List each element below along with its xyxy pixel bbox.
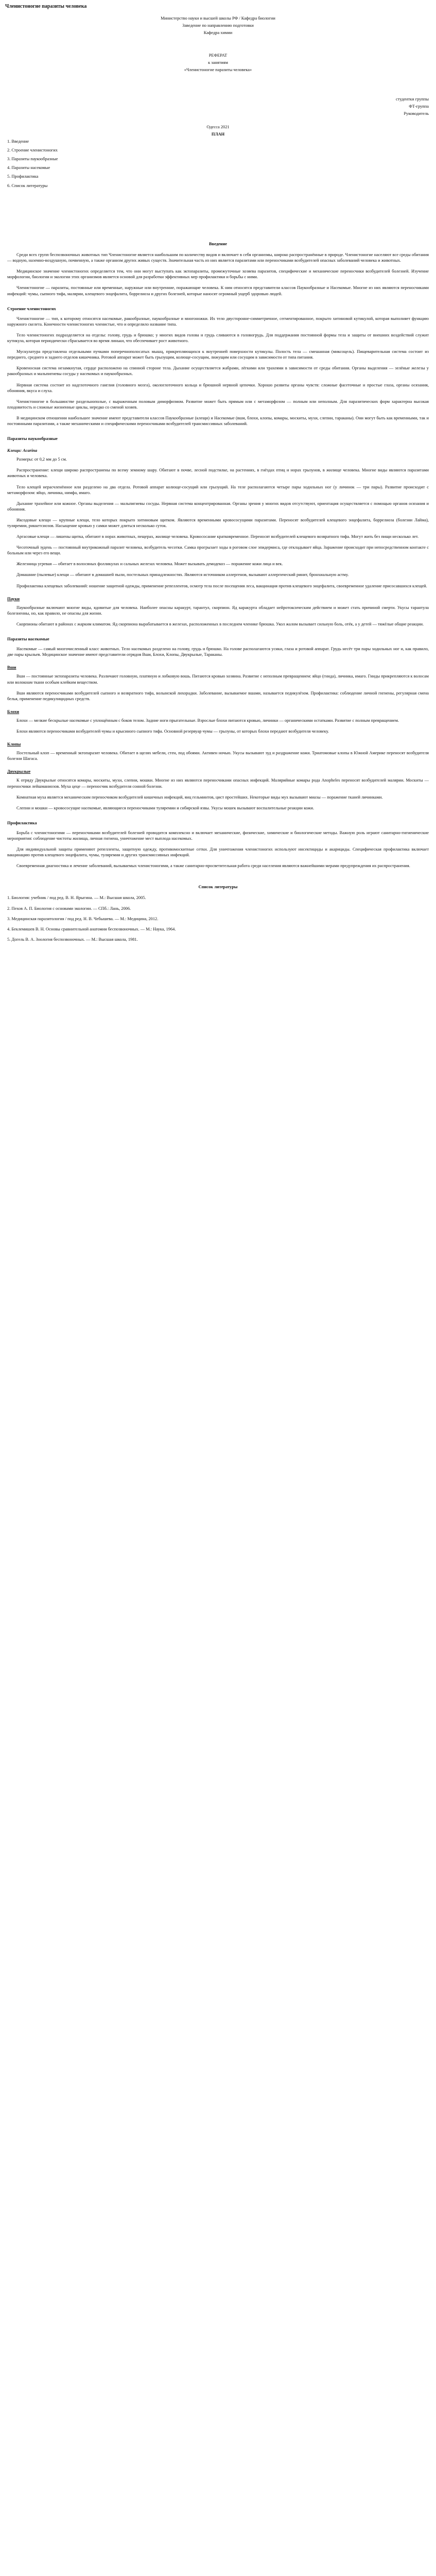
- paragraph: Блохи — мелкие бескрылые насекомые с уплощённым с боков телом. Задние ноги прыгательные. Взрослые блохи питаются кровью, личинки — органическими остатками. Развитие с полным превращением.: [16, 718, 399, 723]
- paragraph: Вши являются переносчиками возбудителей сыпного и возвратного тифа, волынской лихорадки. Заболевание, вызываемое вшами, называется педикулёзом. Профилактика: соблюдение личной гигиены, регулярная смена белья, применение педикулицидных средств.: [7, 690, 429, 701]
- paragraph: Комнатная муха является механическим переносчиком возбудителей кишечных инфекций, яиц гельминтов, цист простейших. Некоторые виды мух вызывают миазы — поражение тканей личинками.: [16, 794, 383, 800]
- paragraph: Паукообразные включают многие виды, ядовитые для человека. Наиболее опасны каракурт, тарантул, скорпион. Яд каракурта обладает нейротоксическим действием и может стать причиной смерти. Укусы тарантула болезненны, но, как правило, не опасны для жизни.: [7, 605, 429, 616]
- paragraph: Нервная система состоит из надглоточного ганглия (головного мозга), окологлоточного кольца и брюшной нервной цепочки. Хорошо развиты органы чувств: сложные фасеточные и простые глаза, органы осязания, обоняния, вкуса и слуха.: [7, 382, 429, 393]
- student-line: студентки группы: [396, 96, 429, 101]
- work-type: РЕФЕРАТ: [208, 53, 228, 58]
- reference-item: 4. Беклемишев В. Н. Основы сравнительной анатомии беспозвоночных. — М.: Наука, 1964.: [7, 926, 176, 931]
- paragraph: Вши — постоянные эктопаразиты человека. Различают головную, платяную и лобковую вошь. Питаются кровью хозяина. Развитие с неполным превращением: яйцо (гнида), личинка, имаго. Гниды прикрепляются к волосам или волокнам ткани особым клейким веществом.: [7, 674, 429, 685]
- plan-item: 2. Строение членистоногих: [7, 148, 58, 153]
- paragraph: Среди всех групп беспозвоночных животных тип Членистоногие является наибольшим по количеству видов и включает в себя организмы, широко распространённые в природе. Членистоногие населяют все среды обитания — водную, наземно-воздушную, почвенную, а также организм других живых существ. Значительная часть из них является паразитами или переносчиками возбудителей опасных заболеваний человека и животных.: [7, 252, 429, 263]
- university-line: Заведение по направлению подготовки: [182, 23, 254, 28]
- paragraph: Кровеносная система незамкнутая, сердце расположено на спинной стороне тела. Дыхание осуществляется жабрами, лёгкими или трахеями в зависимости от среды обитания. Органы выделения — зелёные железы у ракообразных и мальпигиевы сосуды у насекомых и паукообразных.: [7, 366, 429, 377]
- section-heading: Паразиты паукообразные: [7, 436, 58, 442]
- reference-item: 3. Медицинская паразитология / под ред. Н. В. Чебышева. — М.: Медицина, 2012.: [7, 916, 159, 921]
- paragraph: Медицинское значение членистоногих определяется тем, что они могут выступать как эктопаразиты, промежуточные хозяева паразитов, специфические и механические переносчики возбудителей болезней. Изучение морфологии, биологии и экологии этих организмов является основой для разработки эффективных мер профилактики и борьбы с ними.: [7, 269, 429, 280]
- city-year: Одесса 2021: [206, 124, 230, 129]
- document-body: [7, 241, 429, 947]
- reference-item: 5. Догель В. А. Зоология беспозвоночных. — М.: Высшая школа, 1981.: [7, 937, 138, 942]
- subsection-heading: Клопы: [7, 742, 21, 747]
- paragraph: Чесоточный зудень — постоянный внутрикожный паразит человека, возбудитель чесотки. Самка прогрызает ходы в роговом слое эпидермиса, где откладывает яйца. Заражение происходит при непосредственном контакте с больным или через его вещи.: [7, 545, 429, 556]
- paragraph: К отряду Двукрылые относятся комары, москиты, мухи, слепни, мошки. Многие из них являются переносчиками опасных инфекций. Малярийные комары рода Anopheles переносят возбудителей малярии. Москиты — переносчики лейшманиозов. Муха цеце — переносчик возбудителя сонной болезни.: [7, 778, 429, 789]
- paragraph: Аргасовые клещи — лишены щитка, обитают в норах животных, пещерах, жилище человека. Кровососание кратковременное. Переносят возбудителей клещевого возвратного тифа. Могут жить без пищи несколько лет.: [16, 534, 419, 539]
- paragraph: Своевременная диагностика и лечение заболеваний, вызываемых членистоногими, а также санитарно-просветительная работа среди населения являются важнейшими мерами предупреждения их распространения.: [16, 863, 410, 869]
- paragraph: Слепни и мошки — кровососущие насекомые, являющиеся переносчиками туляремии и сибирской язвы. Укусы мошек вызывают воспалительные реакции кожи.: [16, 805, 315, 810]
- section-heading: Строение членистоногих: [7, 306, 56, 311]
- paragraph: Распространение: клещи широко распространены по всему земному шару. Обитают в почве, лесной подстилке, на растениях, в гнёздах птиц и норах грызунов, в жилище человека. Многие виды являются паразитами животных и человека.: [7, 468, 429, 479]
- paragraph: Скорпионы обитают в районах с жарким климатом. Яд скорпиона вырабатывается в железах, расположенных в последнем членике брюшка. Укол жалом вызывает сильную боль, отёк, а у детей — тяжёлые общие реакции.: [16, 621, 424, 626]
- document-title: Членистоногие паразиты человека: [5, 4, 87, 9]
- paragraph: Тело членистоногих подразделяется на отделы: голову, грудь и брюшко; у многих видов голова и грудь сливаются в головогрудь. Для поддержания постоянной формы тела и защиты от внешних воздействий служит кутикула, которая периодически сбрасывается во время линьки, что обеспечивает рост животного.: [7, 332, 429, 344]
- section-heading: Профилактика: [7, 820, 37, 825]
- subsection-heading: Двукрылые: [7, 769, 31, 774]
- topic-line: «Членистоногие паразиты человека»: [184, 67, 252, 73]
- plan-item: 1. Введение: [7, 139, 29, 144]
- paragraph: Членистоногие — тип, к которому относятся насекомые, ракообразные, паукообразные и многоножки. Их тело двусторонне-симметричное, сегментированное, покрыто хитиновой кутикулой, которая выполняет функцию наружного скелета. Конечности членистоногих членистые, что и определило название типа.: [7, 316, 429, 327]
- paragraph: В медицинском отношении наибольшее значение имеют представители классов Паукообразные (клещи) и Насекомые (вши, блохи, клопы, комары, москиты, мухи, слепни, тараканы). Они могут быть как временными, так и постоянными паразитами, а также механическими и специфическими переносчиками возбудителей трансмиссивных заболеваний.: [7, 415, 429, 426]
- paragraph: Блохи являются переносчиками возбудителей чумы и крысиного сыпного тифа. Основной резервуар чумы — грызуны, от которых блохи передают возбудителя человеку.: [16, 728, 329, 734]
- subsection-heading: Пауки: [7, 596, 20, 601]
- paragraph: Дыхание трахейное или кожное. Органы выделения — мальпигиевы сосуды. Нервная система концентрированная. Органы зрения у многих видов отсутствуют, ориентация осуществляется с помощью органов осязания и обоняния.: [7, 501, 429, 512]
- reference-item: 2. Пехов А. П. Биология с основами экологии. — СПб.: Лань, 2006.: [7, 906, 131, 911]
- section-heading: Паразиты насекомые: [7, 637, 49, 642]
- paragraph: Членистоногие — паразиты, постоянные или временные, наружные или внутренние, поражающие человека. К ним относятся представители классов Паукообразные и Насекомые. Многие из них являются переносчиками инфекций: чумы, сыпного тифа, малярии, клещевого энцефалита, боррелиоза и других болезней, которые наносят огромный ущерб здоровью людей.: [7, 285, 429, 296]
- paragraph: Насекомые — самый многочисленный класс животных. Тело насекомых разделено на голову, грудь и брюшко. На голове располагаются усики, глаза и ротовой аппарат. Грудь несёт три пары ходильных ног и, как правило, две пары крыльев. Медицинское значение имеют представители отрядов Вши, Блохи, Клопы, Двукрылые, Тараканы.: [7, 647, 429, 657]
- paragraph: Профилактика клещевых заболеваний: ношение защитной одежды, применение репеллентов, осмотр тела после посещения леса, вакцинация против клещевого энцефалита, своевременное удаление присосавшихся клещей.: [16, 583, 427, 588]
- references-heading: Список литературы: [198, 885, 238, 890]
- paragraph: Мускулатура представлена отдельными пучками поперечнополосатых мышц, прикрепляющихся к внутренней поверхности кутикулы. Полость тела — смешанная (миксоцель). Пищеварительная система состоит из переднего, среднего и заднего отделов кишечника. Ротовой аппарат может быть грызущим, колюще-сосущим, лижущим или сосущим в зависимости от типа питания.: [7, 349, 429, 360]
- plan-item: 6. Список литературы: [7, 183, 48, 188]
- paragraph: Борьба с членистоногими — переносчиками возбудителей болезней проводится комплексно и включает механические, физические, химические и биологические методы. Важную роль играют санитарно-гигиенические мероприятия: соблюдение чистоты жилища, личная гигиена, уничтожение мест выплода насекомых.: [7, 830, 429, 841]
- paragraph: Железница угревая — обитает в волосяных фолликулах и сальных железах человека. Может вызывать демодекоз — поражение кожи лица и век.: [16, 562, 283, 567]
- ministry-line: Министерство науки и высшей школы РФ / Кафедра биологии: [161, 16, 275, 21]
- paragraph: Членистоногие в большинстве раздельнополые, с выраженным половым диморфизмом. Развитие может быть прямым или с метаморфозом — полным или неполным. Для паразитических форм характерна высокая плодовитость и сложные жизненные циклы, нередко со сменой хозяев.: [7, 399, 429, 410]
- subsection-heading: Клещи: Acarina: [7, 448, 38, 453]
- plan-list: [7, 139, 429, 189]
- paragraph: Домашние (пылевые) клещи — обитают в домашней пыли, постельных принадлежностях. Являются источником аллергенов, вызывают аллергический ринит, бронхиальную астму.: [16, 572, 349, 578]
- subsection-heading: Вши: [7, 665, 16, 670]
- paragraph: Постельный клоп — временный эктопаразит человека. Обитает в щелях мебели, стен, под обоями. Активен ночью. Укусы вызывают зуд и раздражение кожи. Триатомовые клопы в Южной Америке переносят возбудителя болезни Шагаса.: [7, 751, 429, 761]
- plan-item: 5. Профилактика: [7, 174, 39, 179]
- plan-item: 3. Паразиты паукообразные: [7, 157, 58, 162]
- plan-item: 4. Паразиты насекомые: [7, 165, 50, 171]
- group-line: ФТ-группа: [409, 104, 429, 109]
- references-list: [7, 895, 429, 942]
- section-heading: Введение: [208, 242, 228, 246]
- subject-line: к занятиям: [208, 60, 228, 65]
- department-line: Кафедра химии: [203, 30, 233, 36]
- title-page: [7, 15, 429, 192]
- paragraph: Размеры: от 0,2 мм до 5 см.: [16, 457, 67, 462]
- plan-heading: ПЛАН: [211, 131, 225, 137]
- paragraph: Иксодовые клещи — крупные клещи, тело которых покрыто хитиновым щитком. Являются временными кровососущими паразитами. Переносят возбудителей клещевого энцефалита, боррелиоза (болезни Лайма), туляремии, риккетсиозов. Насыщение кровью у самки может длиться несколько суток.: [7, 517, 429, 528]
- paragraph: Тело клещей нерасчленённое или разделено на два отдела. Ротовой аппарат колюще-сосущий или грызущий. На теле располагаются четыре пары ходильных ног (у личинок — три пары). Развитие происходит с метаморфозом: яйцо, личинка, нимфа, имаго.: [7, 484, 429, 495]
- reference-item: 1. Биология: учебник / под ред. В. Н. Ярыгина. — М.: Высшая школа, 2005.: [7, 895, 146, 901]
- subsection-heading: Блохи: [7, 709, 20, 714]
- supervisor-line: Руководитель: [404, 111, 429, 116]
- paragraph: Для индивидуальной защиты применяют репелленты, защитную одежду, противомоскитные сетки. Для уничтожения членистоногих используют инсектициды и акарициды. Специфическая профилактика включает вакцинацию против клещевого энцефалита, чумы, туляремии и других трансмиссивных инфекций.: [7, 847, 429, 858]
